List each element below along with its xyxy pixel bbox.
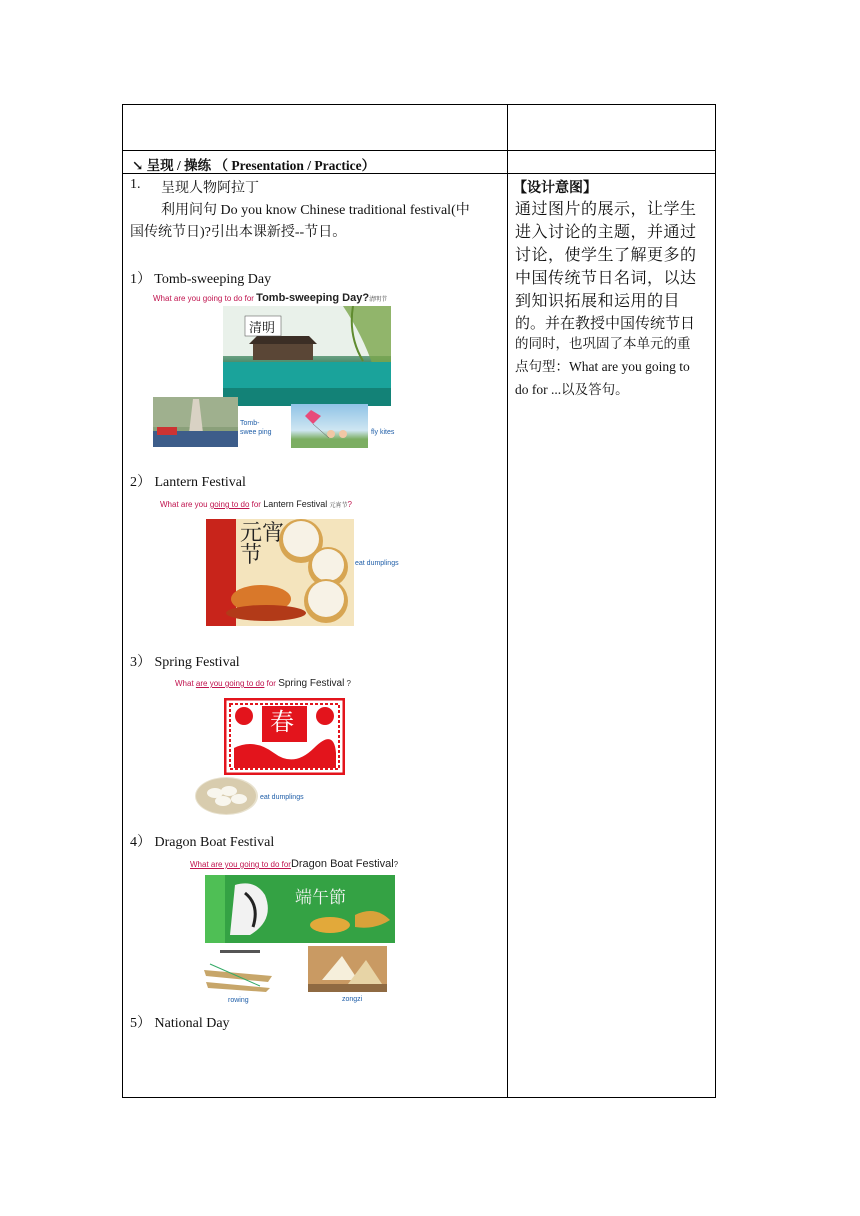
design-intent-line-9: do for ...以及答句。 <box>515 382 629 397</box>
tomb-caption: Tomb- swee ping <box>240 420 272 436</box>
intro-line-1: 利用问句 Do you know Chinese traditional festival(中 <box>161 203 470 218</box>
item1-title: 呈现人物阿拉丁 <box>161 181 259 196</box>
festival-question-1: What are you going to do for Tomb-sweeping Day?清明节 <box>153 292 388 304</box>
spring-papercut-image <box>224 698 345 775</box>
tomb-monument-svg <box>153 397 238 447</box>
festival-label-5: 5） National Day <box>130 1016 230 1031</box>
festival-label-4: 4） Dragon Boat Festival <box>130 835 275 850</box>
dragon-boat-banner-text: 端午節 <box>295 888 346 908</box>
column-divider <box>507 105 508 1097</box>
festival-label-1: 1） Tomb-sweeping Day <box>130 272 272 287</box>
item1-number: 1. <box>130 177 141 192</box>
dumplings-image <box>195 777 258 815</box>
festival-label-3: 3） Spring Festival <box>130 655 240 670</box>
tomb-monument-image <box>153 397 238 447</box>
dumplings-svg <box>195 777 258 815</box>
design-intent-line-4: 中国传统节日名词，以达 <box>515 270 697 287</box>
fly-kites-image <box>291 404 368 448</box>
qingming-scene-image <box>223 306 391 406</box>
festival-label-2: 2） Lantern Festival <box>130 475 246 490</box>
fly-kites-svg <box>291 404 368 448</box>
section-header: ↘ 呈现 / 操练 （ Presentation / Practice） <box>132 158 376 173</box>
design-intent-line-5: 到知识拓展和运用的目 <box>515 293 681 310</box>
design-intent-line-3: 讨论，使学生了解更多的 <box>515 247 697 264</box>
design-intent-line-8: 点句型：What are you going to <box>515 359 690 374</box>
spring-banner-text: 春 <box>270 708 294 736</box>
lantern-caption: eat dumplings <box>355 560 399 567</box>
row-divider-1 <box>123 150 715 151</box>
festival-question-3: What are you going to do for Spring Festival ? <box>175 678 351 689</box>
design-intent-line-1: 通过图片的展示，让学生 <box>515 201 697 218</box>
festival-question-4: What are you going to do forDragon Boat Festival? <box>190 858 399 870</box>
rowing-image <box>200 946 275 996</box>
zongzi-svg <box>308 946 387 992</box>
zongzi-caption: zongzi <box>342 996 363 1003</box>
design-intent-line-2: 进入讨论的主题，并通过 <box>515 224 697 241</box>
design-intent-line-7: 的同时，也巩固了本单元的重 <box>515 336 691 351</box>
intro-line-2: 国传统节日)?引出本课新授--节日。 <box>130 225 347 240</box>
rowing-caption: rowing <box>228 997 249 1004</box>
qingming-banner-text: 清明 <box>249 321 276 336</box>
design-intent-line-6: 的。并在教授中国传统节日 <box>515 316 696 332</box>
spring-caption: eat dumplings <box>260 794 304 801</box>
dragon-boat-banner-image <box>205 875 395 943</box>
rowing-svg <box>200 946 275 996</box>
lantern-banner-text: 元宵节 <box>240 521 285 568</box>
design-intent-heading: 【设计意图】 <box>513 181 597 196</box>
festival-question-2: What are you going to do for Lantern Festival 元宵节? <box>160 499 352 509</box>
zongzi-image <box>308 946 387 992</box>
fly-kites-caption: fly kites <box>371 429 395 436</box>
lantern-festival-image <box>206 519 354 626</box>
